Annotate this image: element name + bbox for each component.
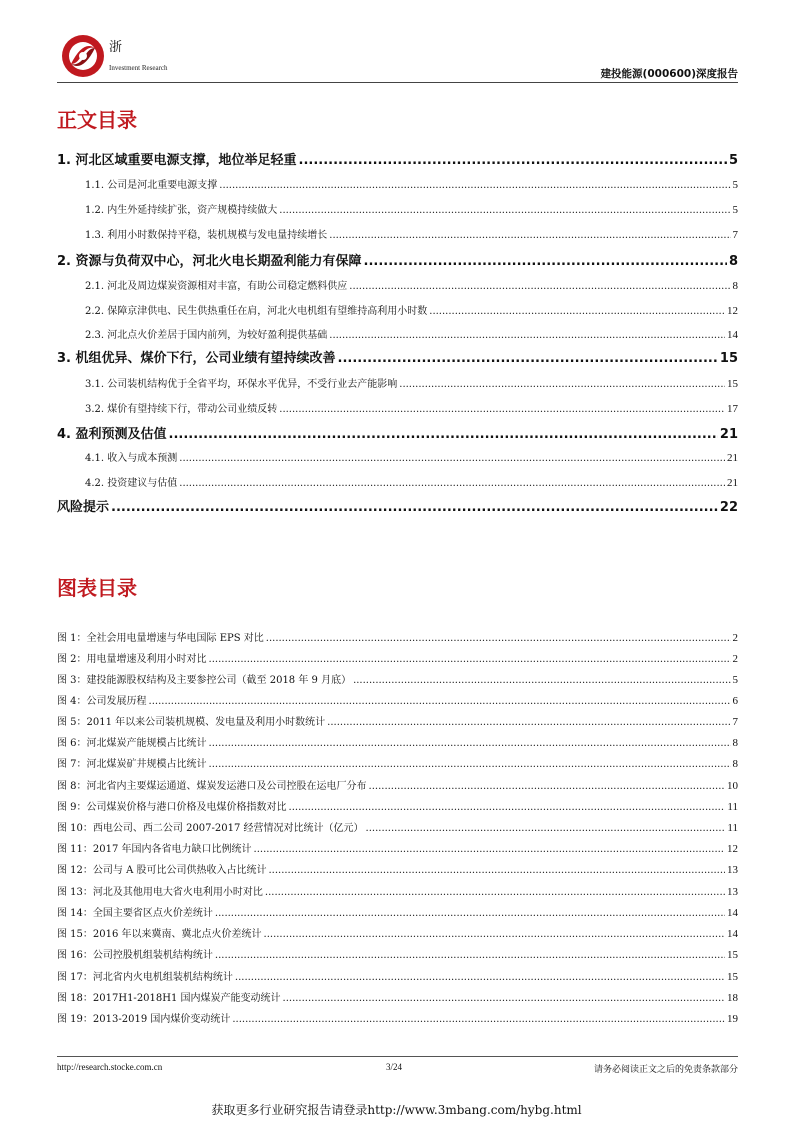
toc-entry[interactable]: 1.1. 公司是河北重要电源支撑 ..... 5 — [57, 176, 738, 191]
toc-entry[interactable]: 3. 机组优异、煤价下行，公司业绩有望持续改善 ..... 15 — [57, 348, 738, 366]
figure-entry[interactable]: 图 3：建投能源股权结构及主要参控公司（截至 2018 年 9 月底） ..... 5 — [57, 672, 738, 686]
toc-title: 正文目录 — [57, 108, 137, 132]
footer-url-link[interactable]: http://research.stocke.com.cn — [57, 1062, 163, 1072]
toc-entry[interactable]: 1.3. 利用小时数保持平稳，装机规模与发电量持续增长 ..... 7 — [57, 226, 738, 241]
toc-entry[interactable]: 1. 河北区域重要电源支撑，地位举足轻重 ..... 5 — [57, 150, 738, 168]
footer-divider — [57, 1056, 738, 1057]
toc-entry[interactable]: 风险提示 ..... 22 — [57, 497, 738, 515]
header-divider — [57, 82, 738, 83]
figure-entry[interactable]: 图 18：2017H1-2018H1 国内煤炭产能变动统计 ..... 18 — [57, 990, 738, 1004]
toc-entry[interactable]: 4. 盈利预测及估值 ..... 21 — [57, 424, 738, 442]
toc-entry[interactable]: 4.1. 收入与成本预测 ..... 21 — [57, 449, 738, 464]
figure-entry[interactable]: 图 4：公司发展历程 ..... 6 — [57, 693, 738, 707]
toc-entry[interactable]: 4.2. 投资建议与估值 ..... 21 — [57, 474, 738, 489]
figures-title: 图表目录 — [57, 576, 137, 600]
brand-name-cn: 浙 — [109, 40, 123, 55]
figure-entry[interactable]: 图 12：公司与 A 股可比公司供热收入占比统计 ..... 13 — [57, 862, 738, 876]
toc-entry[interactable]: 2.1. 河北及周边煤炭资源相对丰富，有助公司稳定燃料供应 ..... 8 — [57, 277, 738, 292]
brand-name-en: Investment Research — [109, 64, 168, 72]
figure-entry[interactable]: 图 8：河北省内主要煤运通道、煤炭发运港口及公司控股在运电厂分布 ..... 10 — [57, 778, 738, 792]
figure-entry[interactable]: 图 9：公司煤炭价格与港口价格及电煤价格指数对比 ..... 11 — [57, 799, 738, 813]
promo-banner[interactable]: 获取更多行业研究报告请登录http://www.3mbang.com/hybg.html — [211, 1103, 582, 1117]
toc-entry[interactable]: 2.3. 河北点火价差居于国内前列，为较好盈利提供基础 ..... 14 — [57, 326, 738, 341]
toc-entry[interactable]: 2.2. 保障京津供电、民生供热重任在肩，河北火电机组有望维持高利用小时数 ..... 12 — [57, 302, 738, 317]
figure-entry[interactable]: 图 19：2013-2019 国内煤价变动统计 ..... 19 — [57, 1011, 738, 1025]
figure-entry[interactable]: 图 6：河北煤炭产能规模占比统计 ..... 8 — [57, 735, 738, 749]
figure-entry[interactable]: 图 13：河北及其他用电大省火电利用小时对比 ..... 13 — [57, 884, 738, 898]
toc-entry[interactable]: 1.2. 内生外延持续扩张，资产规模持续做大 ..... 5 — [57, 201, 738, 216]
zheshang-logo-icon — [61, 34, 105, 78]
page-header — [57, 30, 738, 84]
toc-entry[interactable]: 3.1. 公司装机结构优于全省平均，环保水平优异，不受行业去产能影响 ..... 15 — [57, 375, 738, 390]
figure-entry[interactable]: 图 7：河北煤炭矿井规模占比统计 ..... 8 — [57, 756, 738, 770]
figure-entry[interactable]: 图 5：2011 年以来公司装机规模、发电量及利用小时数统计 ..... 7 — [57, 714, 738, 728]
figure-entry[interactable]: 图 15：2016 年以来冀南、冀北点火价差统计 ..... 14 — [57, 926, 738, 940]
figure-entry[interactable]: 图 11：2017 年国内各省电力缺口比例统计 ..... 12 — [57, 841, 738, 855]
figure-entry[interactable]: 图 16：公司控股机组装机结构统计 ..... 15 — [57, 947, 738, 961]
figure-entry[interactable]: 图 1：全社会用电量增速与华电国际 EPS 对比 ..... 2 — [57, 630, 738, 644]
toc-entry[interactable]: 2. 资源与负荷双中心，河北火电长期盈利能力有保障 ..... 8 — [57, 251, 738, 269]
figure-entry[interactable]: 图 10：西电公司、西二公司 2007-2017 经营情况对比统计（亿元） ..... 11 — [57, 820, 738, 834]
figure-entry[interactable]: 图 2：用电量增速及利用小时对比 ..... 2 — [57, 651, 738, 665]
figure-entry[interactable]: 图 14：全国主要省区点火价差统计 ..... 14 — [57, 905, 738, 919]
footer-disclaimer: 请务必阅读正文之后的免责条款部分 — [593, 1065, 738, 1075]
figure-entry[interactable]: 图 17：河北省内火电机组装机结构统计 ..... 15 — [57, 969, 738, 983]
report-title: 建投能源(000600)深度报告 — [600, 68, 738, 80]
page-number: 3/24 — [386, 1062, 403, 1072]
toc-entry[interactable]: 3.2. 煤价有望持续下行，带动公司业绩反转 ..... 17 — [57, 400, 738, 415]
